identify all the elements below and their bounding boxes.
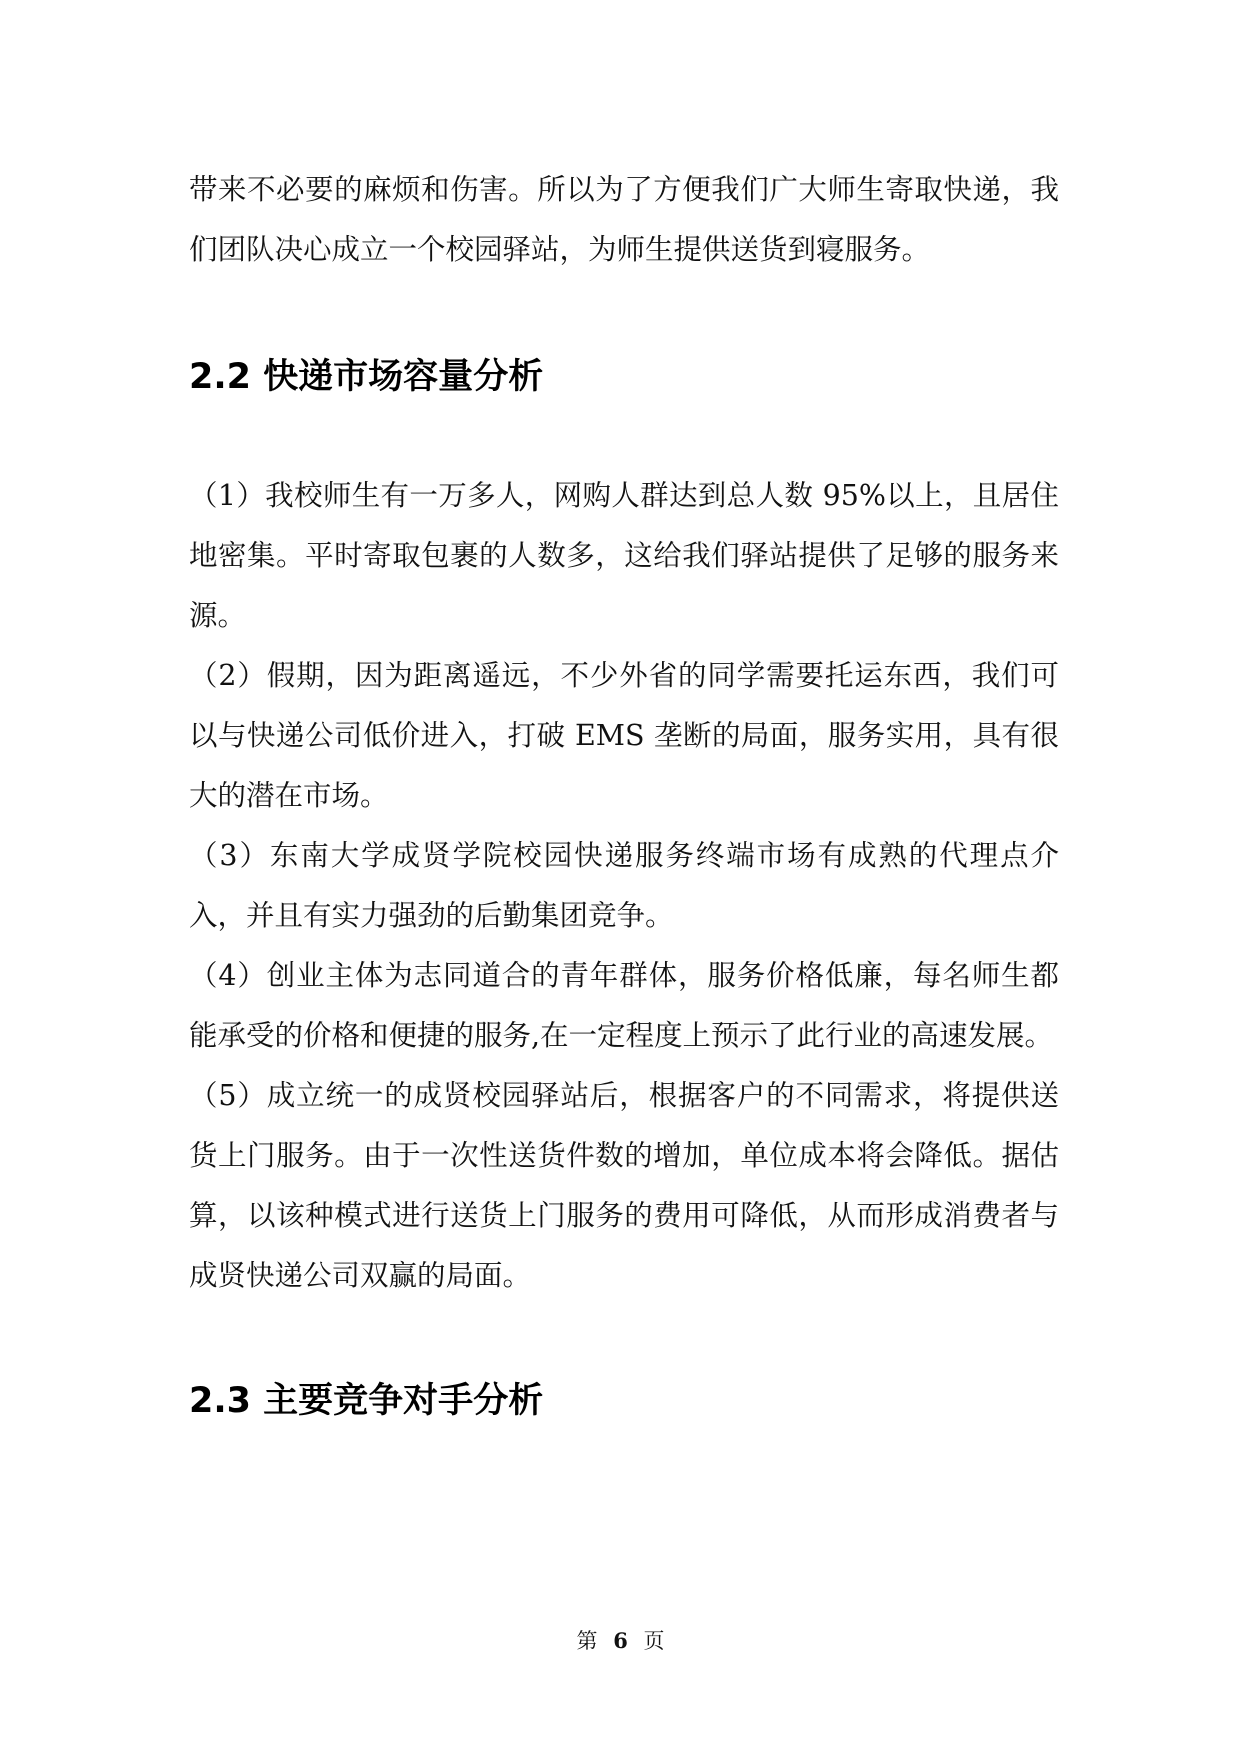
page-number-suffix: 页 [643,1629,665,1653]
section-heading-2-3: 2.3 主要竞争对手分析 [189,1381,544,1421]
list-item: （3）东南大学成贤学院校园快递服务终端市场有成熟的代理点介入，并且有实力强劲的后勤集团竞争。 [189,839,1059,932]
page-number-prefix: 第 [576,1629,598,1653]
list-item: （5）成立统一的成贤校园驿站后，根据客户的不同需求，将提供送货上门服务。由于一次性送货件数的增加，单位成本将会降低。据估算，以该种模式进行送货上门服务的费用可降低，从而形成消费者与成贤快递公司双赢的局面。 [189,1079,1059,1292]
intro-paragraph: 带来不必要的麻烦和伤害。所以为了方便我们广大师生寄取快递，我们团队决心成立一个校园驿站，为师生提供送货到寝服务。 [189,173,1059,266]
list-item: （1）我校师生有一万多人，网购人群达到总人数 95%以上，且居住地密集。平时寄取包裹的人数多，这给我们驿站提供了足够的服务来源。 [189,479,1059,632]
section-2-2-list [189,466,1059,1306]
list-item: （4）创业主体为志同道合的青年群体，服务价格低廉，每名师生都能承受的价格和便捷的服务,在一定程度上预示了此行业的高速发展。 [189,959,1059,1052]
page-content [189,160,1059,1426]
page-footer [0,1626,1241,1656]
section-heading-2-2: 2.2 快递市场容量分析 [189,357,544,397]
page-number: 6 [613,1628,628,1653]
list-item: （2）假期，因为距离遥远，不少外省的同学需要托运东西，我们可以与快递公司低价进入，打破 EMS 垄断的局面，服务实用，具有很大的潜在市场。 [189,659,1059,812]
